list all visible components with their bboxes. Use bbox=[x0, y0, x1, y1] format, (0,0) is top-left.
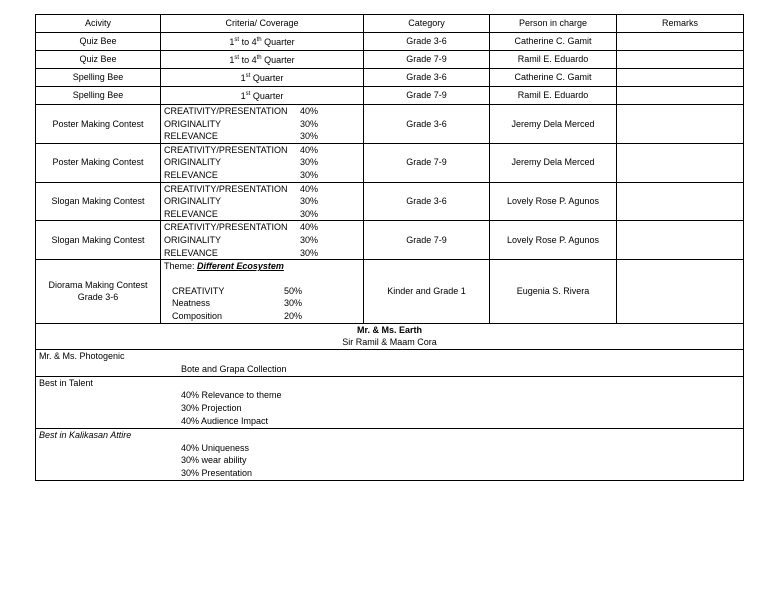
talent-cell bbox=[36, 376, 744, 428]
activity-cell: Quiz Bee bbox=[36, 51, 161, 69]
mr-ms-earth-title: Mr. & Ms. Earth bbox=[356, 324, 422, 335]
header-person: Person in charge bbox=[490, 15, 617, 33]
coverage-cell: 1st to 4th Quarter bbox=[161, 33, 364, 51]
theme-line: Theme: Different Ecosystem bbox=[164, 261, 284, 272]
table-row-earth bbox=[36, 323, 744, 350]
table-row bbox=[36, 105, 744, 144]
criterion: CREATIVITY/PRESENTATION 40% bbox=[164, 106, 319, 116]
criterion: Composition 20% bbox=[172, 310, 303, 321]
activity-cell: Diorama Making Contest Grade 3-6 bbox=[36, 260, 161, 323]
attire-line: 40% Uniqueness bbox=[181, 442, 250, 453]
category-cell: Grade 7-9 bbox=[364, 87, 490, 105]
mr-ms-earth-subtitle: Sir Ramil & Maam Cora bbox=[342, 337, 437, 348]
activity-cell: Poster Making Contest bbox=[36, 143, 161, 182]
person-cell: Jeremy Dela Merced bbox=[490, 143, 617, 182]
table-row-talent bbox=[36, 376, 744, 428]
category-cell: Kinder and Grade 1 bbox=[364, 260, 490, 323]
criterion: Neatness 30% bbox=[172, 298, 303, 309]
criterion: ORIGINALITY 30% bbox=[164, 196, 319, 207]
attire-title: Best in Kalikasan Attire bbox=[39, 429, 132, 440]
category-cell: Grade 3-6 bbox=[364, 69, 490, 87]
activity-cell: Poster Making Contest bbox=[36, 105, 161, 144]
person-cell: Ramil E. Eduardo bbox=[490, 51, 617, 69]
remarks-cell bbox=[617, 260, 744, 323]
talent-title: Best in Talent bbox=[39, 377, 93, 388]
attire-cell bbox=[36, 428, 744, 480]
header-activity: Acivity bbox=[36, 15, 161, 33]
criterion: ORIGINALITY 30% bbox=[164, 118, 319, 129]
table-row bbox=[36, 69, 744, 87]
remarks-cell bbox=[617, 69, 744, 87]
category-cell: Grade 3-6 bbox=[364, 33, 490, 51]
coverage-cell: 1st Quarter bbox=[161, 87, 364, 105]
remarks-cell bbox=[617, 143, 744, 182]
criteria-cell bbox=[161, 143, 364, 182]
person-cell: Catherine C. Gamit bbox=[490, 33, 617, 51]
activity-cell: Quiz Bee bbox=[36, 33, 161, 51]
header-remarks: Remarks bbox=[617, 15, 744, 33]
table-row bbox=[36, 51, 744, 69]
remarks-cell bbox=[617, 51, 744, 69]
person-cell: Catherine C. Gamit bbox=[490, 69, 617, 87]
person-cell: Eugenia S. Rivera bbox=[490, 260, 617, 323]
coverage-cell: 1st Quarter bbox=[161, 69, 364, 87]
photogenic-cell bbox=[36, 350, 744, 377]
criteria-cell bbox=[161, 105, 364, 144]
mr-ms-earth-cell bbox=[36, 323, 744, 350]
talent-line: 40% Relevance to theme bbox=[181, 390, 282, 401]
activity-cell: Slogan Making Contest bbox=[36, 221, 161, 260]
remarks-cell bbox=[617, 105, 744, 144]
category-cell: Grade 3-6 bbox=[364, 105, 490, 144]
header-criteria: Criteria/ Coverage bbox=[161, 15, 364, 33]
criterion: RELEVANCE 30% bbox=[164, 131, 319, 142]
category-cell: Grade 7-9 bbox=[364, 51, 490, 69]
talent-line: 40% Audience Impact bbox=[181, 416, 269, 427]
criterion: CREATIVITY/PRESENTATION 40% bbox=[164, 222, 319, 233]
activity-cell: Slogan Making Contest bbox=[36, 182, 161, 221]
remarks-cell bbox=[617, 87, 744, 105]
schedule-table bbox=[35, 14, 744, 481]
table-row-attire bbox=[36, 428, 744, 480]
header-category: Category bbox=[364, 15, 490, 33]
remarks-cell bbox=[617, 182, 744, 221]
criterion: RELEVANCE 30% bbox=[164, 247, 319, 258]
remarks-cell bbox=[617, 221, 744, 260]
activity-cell: Spelling Bee bbox=[36, 87, 161, 105]
criterion: ORIGINALITY 30% bbox=[164, 234, 319, 245]
table-row-photogenic bbox=[36, 350, 744, 377]
remarks-cell bbox=[617, 33, 744, 51]
theme-value: Different Ecosystem bbox=[197, 261, 284, 272]
coverage-cell: 1st to 4th Quarter bbox=[161, 51, 364, 69]
person-cell: Lovely Rose P. Agunos bbox=[490, 182, 617, 221]
criteria-cell bbox=[161, 221, 364, 260]
table-row bbox=[36, 87, 744, 105]
photogenic-line: Bote and Grapa Collection bbox=[181, 363, 287, 374]
person-cell: Ramil E. Eduardo bbox=[490, 87, 617, 105]
table-row bbox=[36, 143, 744, 182]
category-cell: Grade 3-6 bbox=[364, 182, 490, 221]
criteria-cell bbox=[161, 260, 364, 323]
criterion: CREATIVITY/PRESENTATION 40% bbox=[164, 183, 319, 194]
table-row bbox=[36, 33, 744, 51]
table-row bbox=[36, 182, 744, 221]
attire-line: 30% Presentation bbox=[181, 468, 253, 479]
attire-line: 30% wear ability bbox=[181, 455, 247, 466]
criterion: RELEVANCE 30% bbox=[164, 208, 319, 219]
photogenic-title: Mr. & Ms. Photogenic bbox=[39, 351, 125, 362]
criteria-cell bbox=[161, 182, 364, 221]
header-row bbox=[36, 15, 744, 33]
category-cell: Grade 7-9 bbox=[364, 143, 490, 182]
table-row-diorama bbox=[36, 260, 744, 323]
table-row bbox=[36, 221, 744, 260]
person-cell: Lovely Rose P. Agunos bbox=[490, 221, 617, 260]
criterion: CREATIVITY/PRESENTATION 40% bbox=[164, 144, 319, 155]
person-cell: Jeremy Dela Merced bbox=[490, 105, 617, 144]
category-cell: Grade 7-9 bbox=[364, 221, 490, 260]
criterion: ORIGINALITY 30% bbox=[164, 157, 319, 168]
activity-cell: Spelling Bee bbox=[36, 69, 161, 87]
talent-line: 30% Projection bbox=[181, 403, 242, 414]
criterion: CREATIVITY 50% bbox=[172, 285, 303, 296]
criterion: RELEVANCE 30% bbox=[164, 169, 319, 180]
